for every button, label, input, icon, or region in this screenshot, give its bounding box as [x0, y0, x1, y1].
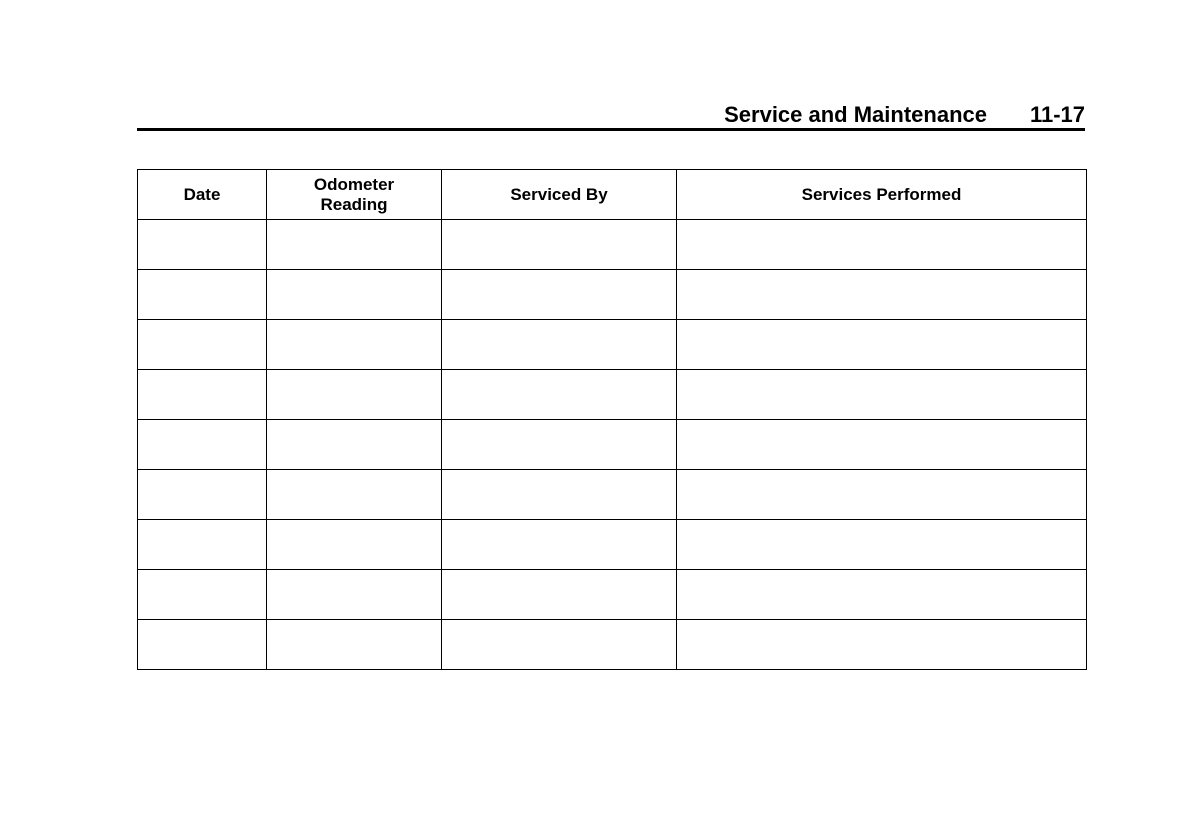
services-performed-cell	[677, 420, 1087, 470]
odometer-reading-cell	[267, 420, 442, 470]
table-row	[138, 420, 1087, 470]
serviced-by-cell	[442, 470, 677, 520]
date-cell	[138, 620, 267, 670]
column-header-odometer-reading	[267, 170, 442, 220]
table-row	[138, 520, 1087, 570]
serviced-by-cell	[442, 570, 677, 620]
odometer-reading-cell	[267, 220, 442, 270]
date-cell	[138, 420, 267, 470]
serviced-by-cell	[442, 220, 677, 270]
odometer-reading-cell	[267, 570, 442, 620]
column-header-services-performed-label: Services Performed	[801, 184, 962, 204]
serviced-by-cell	[442, 370, 677, 420]
odometer-reading-cell	[267, 470, 442, 520]
services-performed-cell	[677, 220, 1087, 270]
odometer-reading-cell	[267, 270, 442, 320]
odometer-reading-cell	[267, 370, 442, 420]
date-cell	[138, 570, 267, 620]
serviced-by-cell	[442, 620, 677, 670]
column-header-odometer-label-line-1: Odometer	[313, 174, 395, 194]
page-number: 11-17	[1029, 102, 1085, 127]
serviced-by-cell	[442, 420, 677, 470]
serviced-by-cell	[442, 320, 677, 370]
date-cell	[138, 470, 267, 520]
service-record-table	[137, 169, 1087, 670]
date-cell	[138, 220, 267, 270]
table-body	[138, 220, 1087, 670]
section-title: Service and Maintenance	[724, 102, 987, 127]
column-header-services-performed	[677, 170, 1087, 220]
services-performed-cell	[677, 470, 1087, 520]
services-performed-cell	[677, 570, 1087, 620]
date-cell	[138, 520, 267, 570]
header-rule	[137, 128, 1085, 131]
services-performed-cell	[677, 320, 1087, 370]
services-performed-cell	[677, 520, 1087, 570]
table-row	[138, 220, 1087, 270]
date-cell	[138, 320, 267, 370]
column-header-odometer-label-line-2: Reading	[320, 194, 388, 214]
date-cell	[138, 270, 267, 320]
column-header-date-label: Date	[183, 184, 221, 204]
page-header	[137, 100, 1085, 128]
table-row	[138, 620, 1087, 670]
column-header-serviced-by	[442, 170, 677, 220]
services-performed-cell	[677, 370, 1087, 420]
table-row	[138, 270, 1087, 320]
table-header-row	[138, 170, 1087, 220]
serviced-by-cell	[442, 270, 677, 320]
serviced-by-cell	[442, 520, 677, 570]
table-row	[138, 370, 1087, 420]
table-row	[138, 570, 1087, 620]
date-cell	[138, 370, 267, 420]
table-row	[138, 470, 1087, 520]
odometer-reading-cell	[267, 620, 442, 670]
table-row	[138, 320, 1087, 370]
services-performed-cell	[677, 270, 1087, 320]
odometer-reading-cell	[267, 520, 442, 570]
column-header-date	[138, 170, 267, 220]
services-performed-cell	[677, 620, 1087, 670]
column-header-serviced-by-label: Serviced By	[510, 184, 608, 204]
odometer-reading-cell	[267, 320, 442, 370]
